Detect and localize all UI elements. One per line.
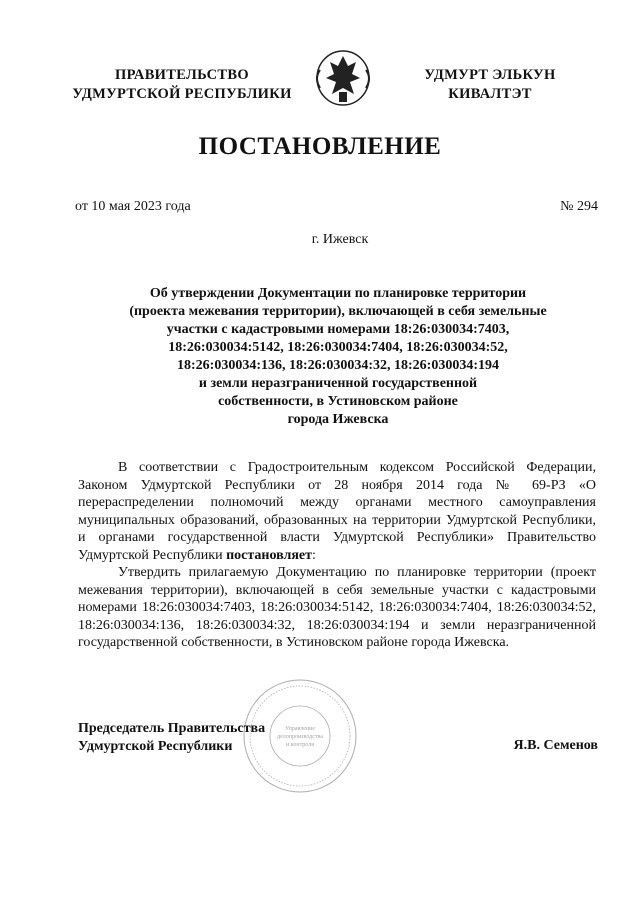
seal-text-line2: делопроизводства: [277, 734, 323, 740]
title-line: 18:26:030034:5142, 18:26:030034:7404, 18:26:030034:52,: [168, 340, 508, 355]
signatory-name: Я.В. Семенов: [513, 738, 598, 753]
coat-of-arms-icon: [308, 48, 378, 108]
signatory-position: [78, 720, 265, 756]
title-line: (проекта межевания территории), включающей в себя земельные: [129, 304, 547, 319]
issuer-udmurt: [395, 66, 585, 104]
document-date: от 10 мая 2023 года: [75, 199, 191, 214]
document-body: [78, 459, 596, 652]
seal-text-line1: Управление: [284, 726, 316, 732]
issuer-udmurt-line2: КИВАЛТЭТ: [448, 86, 532, 102]
paragraph-decision: Утвердить прилагаемую Документацию по планировке территории (проект межевания территории), включающей в себя земельные участки с кадастровыми номерами 18:26:030034:7403, 18:26:030034:5142, 18:26:030034:7404, 18:26:030034:52, 18:26:030034:136, 18:26:030034:32, 18:26:030034:194 и земли неразграниченной государственной собственности, в Устиновском районе города Ижевска.: [78, 565, 596, 650]
decision-keyword: постановляет: [226, 547, 313, 563]
issuer-udmurt-line1: УДМУРТ ЭЛЬКУН: [424, 67, 556, 83]
signatory-position-line2: Удмуртской Республики: [78, 739, 233, 754]
title-line: и земли неразграниченной государственной: [198, 376, 478, 391]
preamble-colon: :: [312, 547, 316, 563]
title-line: города Ижевска: [287, 412, 389, 427]
issuer-russian-line1: ПРАВИТЕЛЬСТВО: [115, 67, 249, 83]
issuer-russian: [62, 66, 302, 104]
signatory-position-line1: Председатель Правительства: [78, 721, 266, 736]
title-line: Об утверждении Документации по планировке территории: [149, 286, 527, 301]
title-line: собственности, в Устиновском районе: [218, 394, 458, 409]
document-city: г. Ижевск: [311, 232, 369, 247]
document-title: [60, 285, 616, 429]
paragraph-preamble: [78, 459, 596, 564]
issuer-russian-line2: УДМУРТСКОЙ РЕСПУБЛИКИ: [72, 86, 292, 102]
preamble-text: В соответствии с Градостроительным кодексом Российской Федерации, Законом Удмуртской Республики от 28 ноября 2014 года № 69-РЗ «О перераспределении полномочий между органами местного самоуправления муниципальных образований, образованных на территории Удмуртской Республики, и органами государственной власти Удмуртской Республики» Правительство Удмуртской Республики: [78, 460, 596, 563]
title-line: 18:26:030034:136, 18:26:030034:32, 18:26:030034:194: [177, 358, 499, 373]
seal-text-line3: и контроля: [286, 742, 314, 748]
title-line: участки с кадастровыми номерами 18:26:030034:7403,: [166, 322, 510, 337]
document-type: ПОСТАНОВЛЕНИЕ: [198, 133, 442, 160]
document-number: № 294: [560, 199, 598, 214]
